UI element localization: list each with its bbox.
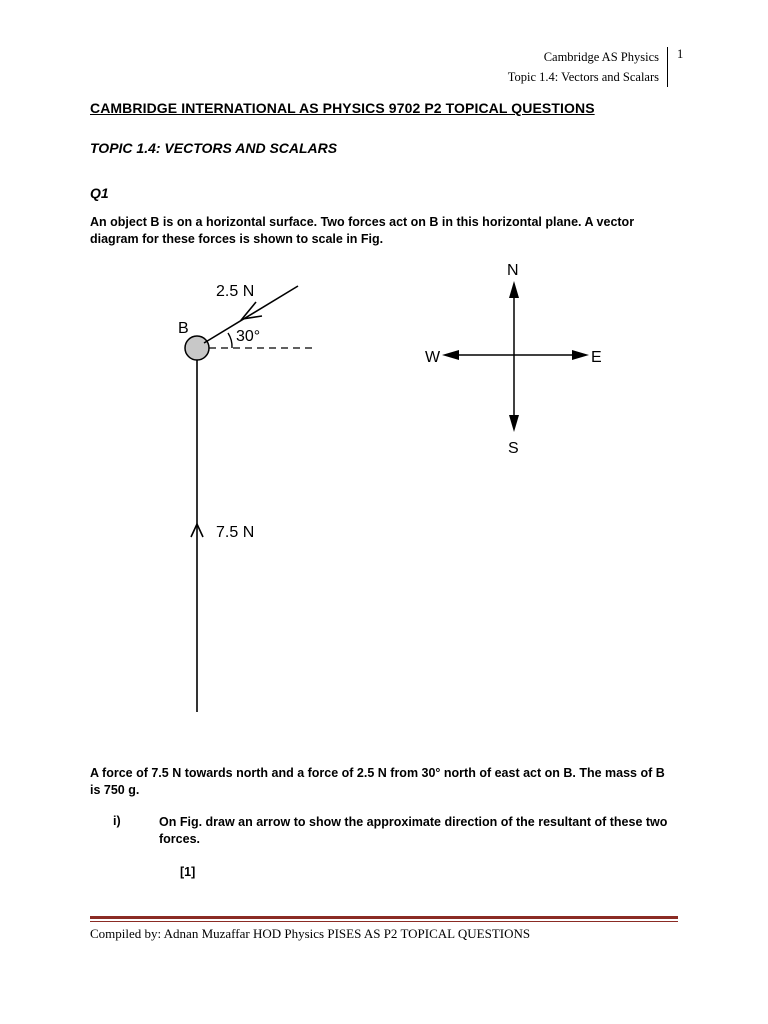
question-description: A force of 7.5 N towards north and a force of 2.5 N from 30° north of east act on B. The mass of B is 750 g. bbox=[90, 766, 665, 797]
compass-east-label: E bbox=[591, 349, 602, 366]
topic-heading: TOPIC 1.4: VECTORS AND SCALARS bbox=[90, 140, 338, 156]
force-2-5n-label: 2.5 N bbox=[216, 283, 255, 300]
header-course: Cambridge AS Physics bbox=[543, 50, 659, 64]
compass-west-label: W bbox=[425, 349, 441, 366]
footer-credit: Compiled by: Adnan Muzaffar HOD Physics PISES AS P2 TOPICAL QUESTIONS bbox=[90, 926, 531, 941]
object-b bbox=[185, 336, 209, 360]
compass-west-arrow bbox=[442, 350, 459, 360]
footer-rule-thin bbox=[90, 921, 678, 922]
part-i-marks: [1] bbox=[180, 865, 196, 879]
compass-north-arrow bbox=[509, 281, 519, 298]
angle-arc bbox=[228, 333, 232, 348]
question-number: Q1 bbox=[90, 185, 109, 201]
question-intro: An object B is on a horizontal surface. Two forces act on B in this horizontal plane. A vector diagram for these forces is shown to scale in Fig. bbox=[90, 215, 635, 246]
part-i-text: On Fig. draw an arrow to show the approximate direction of the resultant of these two forces. bbox=[159, 815, 668, 846]
object-b-label: B bbox=[178, 320, 189, 337]
header-topic: Topic 1.4: Vectors and Scalars bbox=[507, 70, 659, 84]
page-number: 1 bbox=[677, 47, 684, 61]
compass-north-label: N bbox=[507, 262, 519, 279]
part-i-label: i) bbox=[113, 814, 121, 828]
compass-south-arrow bbox=[509, 415, 519, 432]
compass-south-label: S bbox=[508, 440, 519, 457]
footer-rule-thick bbox=[90, 916, 678, 919]
angle-label: 30° bbox=[236, 328, 261, 345]
document-title: CAMBRIDGE INTERNATIONAL AS PHYSICS 9702 P2 TOPICAL QUESTIONS bbox=[90, 100, 595, 116]
compass-east-arrow bbox=[572, 350, 589, 360]
force-7-5n-label: 7.5 N bbox=[216, 524, 255, 541]
